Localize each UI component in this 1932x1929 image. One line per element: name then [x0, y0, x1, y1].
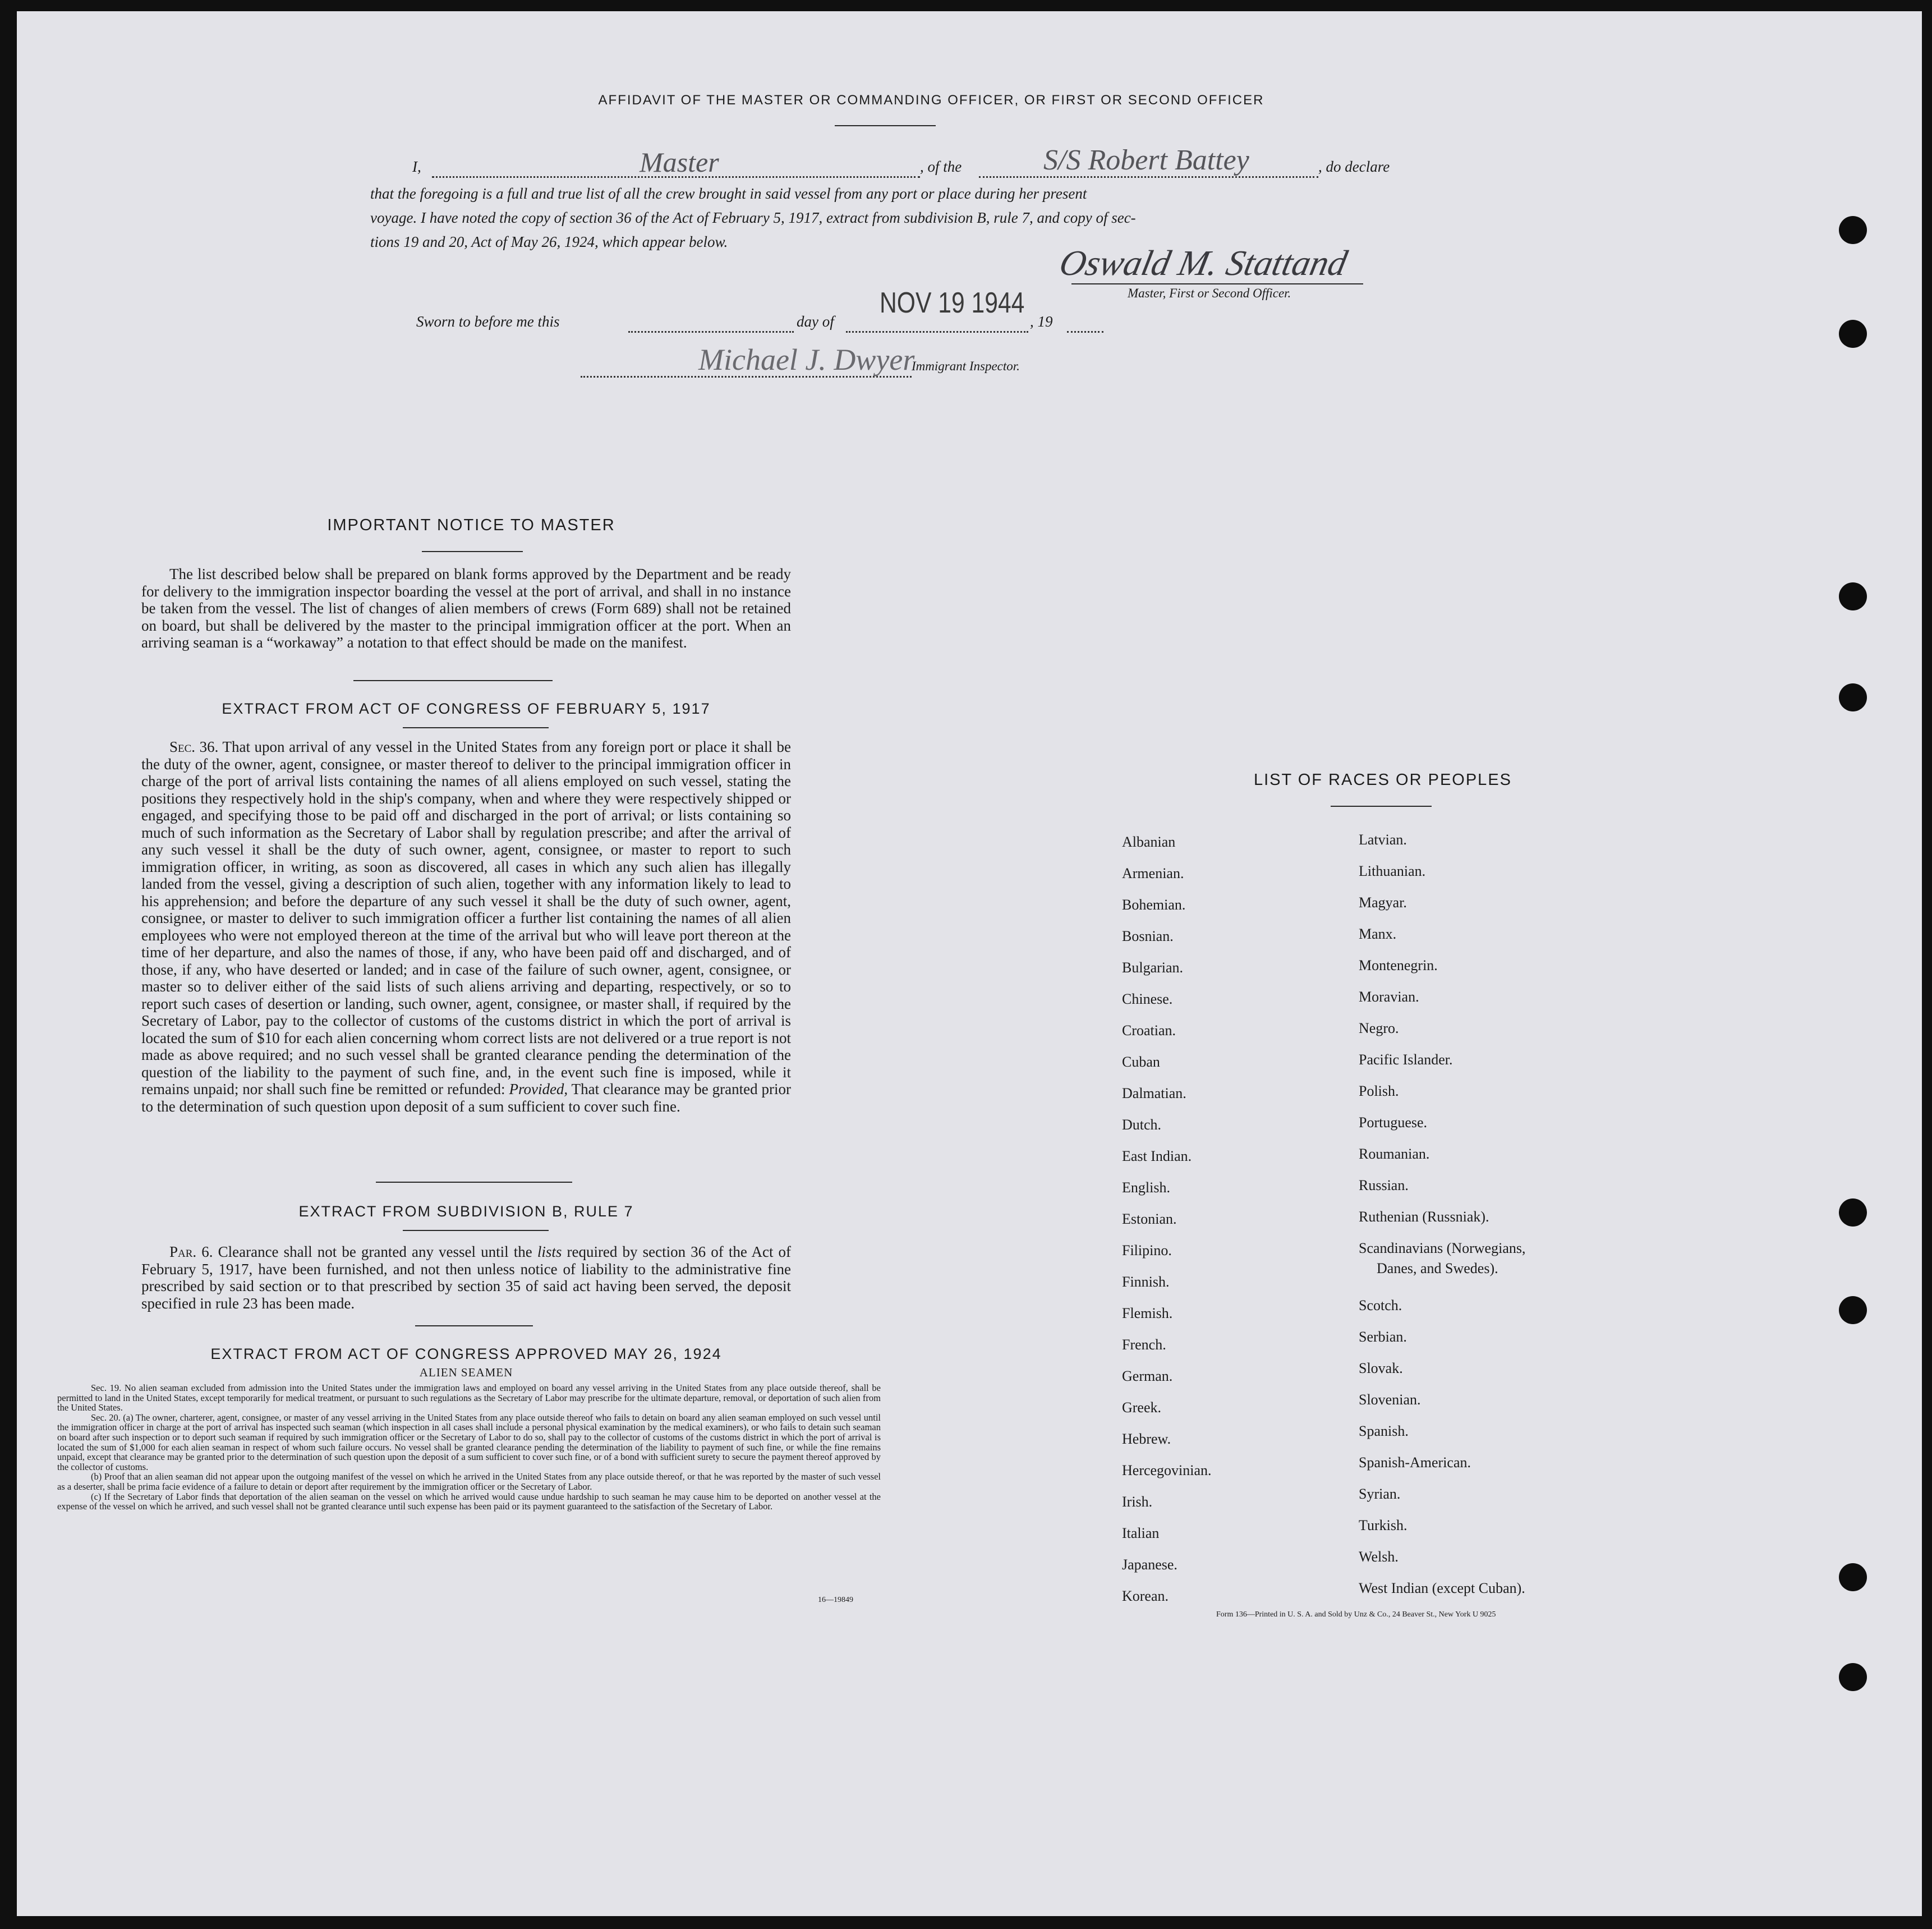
race-item: Welsh. [1359, 1549, 1399, 1565]
year-dotted-line [1067, 325, 1103, 333]
rule-7-heading: EXTRACT FROM SUBDIVISION B, RULE 7 [298, 1203, 634, 1220]
extract-1924-text [57, 1383, 881, 1512]
i-label: I, [412, 158, 421, 175]
master-signature: Oswald M. Stattand [1056, 243, 1351, 283]
rule-7-text [141, 1243, 791, 1312]
race-item: Dalmatian. [1122, 1085, 1186, 1101]
race-item: German. [1122, 1368, 1173, 1384]
binder-hole [1839, 1296, 1867, 1324]
race-item: Flemish. [1122, 1305, 1173, 1321]
sworn-day-dotted-line [628, 325, 794, 333]
race-item: Finnish. [1122, 1274, 1170, 1290]
race-item: Bohemian. [1122, 897, 1186, 913]
sec-20c-text: (c) If the Secretary of Labor finds that deportation of the alien seaman on the vessel on which he arrived would cause undue hardship to such seaman he may cause him to be deported on another vessel at the expense of the vessel on which he arrived, and such vessel shall not be granted clearance until such expense has been paid or its payment guaranteed to the satisfaction of the Secretary of Labor. [57, 1491, 881, 1512]
races-rule [1331, 806, 1432, 807]
race-item: Bosnian. [1122, 928, 1174, 944]
race-item: Croatian. [1122, 1022, 1176, 1039]
master-handwriting: Master [640, 146, 719, 178]
sec-20a-text: Sec. 20. (a) The owner, charterer, agent, consignee, or master of any vessel arriving in the United States from any place outside thereof who fails to detain on board any alien seaman employed on such vessel until the immigration officer in charge at the port of arrival has inspected such seaman (which inspection in all cases shall include a personal physical examination by the medical examiners), or who fails to detain such seaman on board after such inspection or to deport such seaman if required by such immigration officer or the Secretary of Labor to do so, shall pay to the collector of customs of the customs district in which the port of arrival is located the sum of $1,000 for each alien seaman in respect of whom such failure occurs. No vessel shall be granted clearance pending the determination of the liability to payment of such fine, or while the fine remains unpaid, except that clearance may be granted prior to the determination of such question upon the deposit of a sum sufficient to cover such fine, or of a bond with sufficient surety to secure the payment thereof approved by the collector of customs. [57, 1412, 881, 1472]
race-item: Lithuanian. [1359, 863, 1426, 879]
sworn-label: Sworn to before me this [416, 313, 560, 330]
race-item: Portuguese. [1359, 1114, 1428, 1131]
notice-text: The list described below shall be prepared on blank forms approved by the Department and be ready for delivery to the immigration inspector boarding the vessel at the port of arrival, and shall in no instance be taken from the vessel. The list of changes of alien members of crews (Form 689) shall not be retained on board, but shall be delivered by the master to the principal immigration officer at the port. When an arriving seaman is a “workaway” a notation to that effect should be made on the manifest. [141, 566, 791, 651]
race-item: Polish. [1359, 1083, 1399, 1099]
binder-hole [1839, 216, 1867, 244]
race-item: Bulgarian. [1122, 959, 1184, 976]
extract-1924-heading: EXTRACT FROM ACT OF CONGRESS APPROVED MAY 26, 1924 [210, 1345, 722, 1362]
inspector-signature: Michael J. Dwyer [698, 343, 915, 376]
sec-19-text: Sec. 19. No alien seaman excluded from admission into the United States under the immigration laws and employed on board any vessel arriving in the United States from any place outside thereof, shall be permitted to land in the United States, except temporarily for medical treatment, or pursuant to such regulations as the Secretary of Labor may prescribe for the ultimate departure, removal, or deportation of such alien from the United States. [57, 1383, 881, 1413]
affidavit-body-line2: voyage. I have noted the copy of section 36 of the Act of February 5, 1917, extract from subdivision B, rule 7, and copy of sec- [370, 209, 1136, 226]
extract-1917-rule [403, 727, 549, 728]
form-printing-info: Form 136—Printed in U. S. A. and Sold by Unz & Co., 24 Beaver St., New York U 9025 [1216, 1610, 1496, 1619]
race-item: Korean. [1122, 1588, 1169, 1604]
sec-20b-text: (b) Proof that an alien seaman did not appear upon the outgoing manifest of the vessel on which he arrived in the United States from any place outside thereof, or that he was reported by the master of such vessel as a deserter, shall be prima facie evidence of a failure to detain or deport after requirement by the immigration officer or the Secretary of Labor. [57, 1471, 881, 1492]
race-item: Danes, and Swedes). [1377, 1260, 1498, 1276]
document-page [17, 11, 1922, 1916]
binder-hole [1839, 320, 1867, 348]
notice-end-rule [353, 680, 553, 681]
race-item: Turkish. [1359, 1517, 1407, 1533]
races-heading: LIST OF RACES OR PEOPLES [1253, 771, 1512, 789]
par-6-label: Par. 6. [169, 1243, 213, 1260]
race-item: Spanish. [1359, 1423, 1409, 1439]
signature-rule [1071, 283, 1363, 284]
race-item: Spanish-American. [1359, 1454, 1471, 1471]
extract-1917-end-rule [376, 1182, 572, 1183]
month-dotted-line [846, 325, 1028, 333]
vessel-handwriting: S/S Robert Battey [1043, 144, 1249, 176]
race-item: Japanese. [1122, 1556, 1177, 1573]
race-item: Negro. [1359, 1020, 1399, 1036]
race-item: Manx. [1359, 926, 1397, 942]
sec-36-label: Sec. 36. [169, 738, 219, 755]
binder-hole [1839, 582, 1867, 610]
race-item: Roumanian. [1359, 1146, 1430, 1162]
race-item: Serbian. [1359, 1329, 1407, 1345]
notice-heading: IMPORTANT NOTICE TO MASTER [327, 516, 615, 534]
affidavit-body [370, 182, 1136, 254]
form-code: 16—19849 [818, 1596, 853, 1604]
race-item: Pacific Islander. [1359, 1051, 1453, 1068]
of-the-label: , of the [920, 158, 962, 175]
extract-1917-text [141, 738, 791, 1115]
signature-caption: Master, First or Second Officer. [1128, 286, 1291, 300]
race-item: Slovenian. [1359, 1391, 1421, 1408]
race-item: Filipino. [1122, 1242, 1172, 1259]
notice-rule [422, 551, 523, 552]
race-item: Ruthenian (Russniak). [1359, 1209, 1489, 1225]
rule-7-body-a: Clearance shall not be granted any vessel until the [218, 1243, 532, 1260]
date-stamp: NOV 19 1944 [880, 287, 1025, 319]
year-label: , 19 [1030, 313, 1053, 330]
race-item: Armenian. [1122, 865, 1184, 881]
inspector-caption: Immigrant Inspector. [912, 359, 1020, 373]
race-item: East Indian. [1122, 1148, 1192, 1164]
rule-7-end-rule [415, 1325, 533, 1326]
race-item: Irish. [1122, 1494, 1153, 1510]
affidavit-body-line3: tions 19 and 20, Act of May 26, 1924, which appear below. [370, 233, 728, 250]
sec-36-body: That upon arrival of any vessel in the United States from any foreign port or place it shall be the duty of the owner, agent, consignee, or master thereof to deliver to the principal immigration officer in charge of the port of arrival lists containing the names of all aliens employed on such vessel, stating the positions they respectively hold in the ship's company, when and where they were respectively shipped or engaged, and specifying those to be paid off and discharged in the port of arrival; or lists containing so much of such information as the Secretary of Labor shall by regulation prescribe; and after the arrival of any such vessel it shall be the duty of such owner, agent, consignee, or master to report to such immigration officer, in writing, as soon as discovered, all cases in which any such alien has illegally landed from the vessel, giving a description of such alien, together with any information likely to lead to his apprehension; and before the departure of any such vessel it shall be the duty of such owner, agent, consignee, or master to deliver to such immigration officer a further list containing the names of all alien employees who were not employed thereon at the time of the arrival but who will leave port thereon at the time of her departure, and also the names of those, if any, who have been paid off and discharged, and of those, if any, who have deserted or landed; and in case of the failure of such owner, agent, consignee, or master so to deliver either of the said lists of such aliens arriving and departing, respectively, or so to report such cases of desertion or landing, such owner, agent, consignee, or master shall, if required by the Secretary of Labor, pay to the collector of customs of the customs district in which the port of arrival is located the sum of $10 for each alien concerning whom correct lists are not delivered or a true report is not made as above required; and no such vessel shall be granted clearance pending the determination of the question of the liability to the payment of such fine, and, in the event such fine is imposed, while it remains unpaid; nor shall such fine be remitted or refunded: [141, 738, 792, 1097]
binder-hole [1839, 683, 1867, 711]
alien-seamen-subheading: ALIEN SEAMEN [419, 1366, 513, 1379]
do-declare-label: , do declare [1318, 158, 1390, 175]
race-item: Hercegovinian. [1122, 1462, 1212, 1478]
race-item: Italian [1122, 1525, 1160, 1541]
affidavit-title: AFFIDAVIT OF THE MASTER OR COMMANDING OFFICER, OR FIRST OR SECOND OFFICER [598, 93, 1264, 108]
binder-hole [1839, 1663, 1867, 1691]
race-item: Estonian. [1122, 1211, 1177, 1227]
affidavit-body-line1: that the foregoing is a full and true list of all the crew brought in said vessel from any port or place during her present [370, 185, 1087, 202]
race-item: French. [1122, 1336, 1166, 1353]
race-item: Hebrew. [1122, 1431, 1171, 1447]
race-item: West Indian (except Cuban). [1359, 1580, 1525, 1596]
provided-word: Provided, [509, 1081, 568, 1097]
race-item: Albanian [1122, 834, 1176, 850]
race-item: Scandinavians (Norwegians, [1359, 1240, 1526, 1256]
day-of-label: day of [797, 313, 834, 330]
race-item: Russian. [1359, 1177, 1409, 1193]
binder-hole [1839, 1198, 1867, 1227]
extract-1917-heading: EXTRACT FROM ACT OF CONGRESS OF FEBRUARY 5, 1917 [222, 700, 711, 717]
race-item: Moravian. [1359, 989, 1419, 1005]
race-item: Magyar. [1359, 894, 1407, 911]
race-item: Scotch. [1359, 1297, 1402, 1313]
race-item: Chinese. [1122, 991, 1173, 1007]
race-item: Montenegrin. [1359, 957, 1438, 973]
binder-hole [1839, 1563, 1867, 1591]
race-item: Slovak. [1359, 1360, 1403, 1376]
race-item: English. [1122, 1179, 1170, 1196]
race-item: Cuban [1122, 1054, 1160, 1070]
race-item: Syrian. [1359, 1486, 1401, 1502]
race-item: Greek. [1122, 1399, 1162, 1416]
title-rule [835, 125, 936, 126]
lists-word: lists [537, 1243, 562, 1260]
rule-7-rule [403, 1230, 549, 1231]
race-item: Latvian. [1359, 832, 1407, 848]
sec-36-body-end: That clearance may be granted prior to the determination of such question upon deposit of a sum sufficient to cover such fine. [141, 1081, 791, 1115]
rule-7-body-b: required by section 36 of the Act of February 5, 1917, have been furnished, and not then unless notice of liability to the administrative fine prescribed by said section or to that prescribed by section 35 of said act having been served, the deposit specified in rule 23 has been made. [141, 1243, 792, 1312]
race-item: Dutch. [1122, 1117, 1162, 1133]
